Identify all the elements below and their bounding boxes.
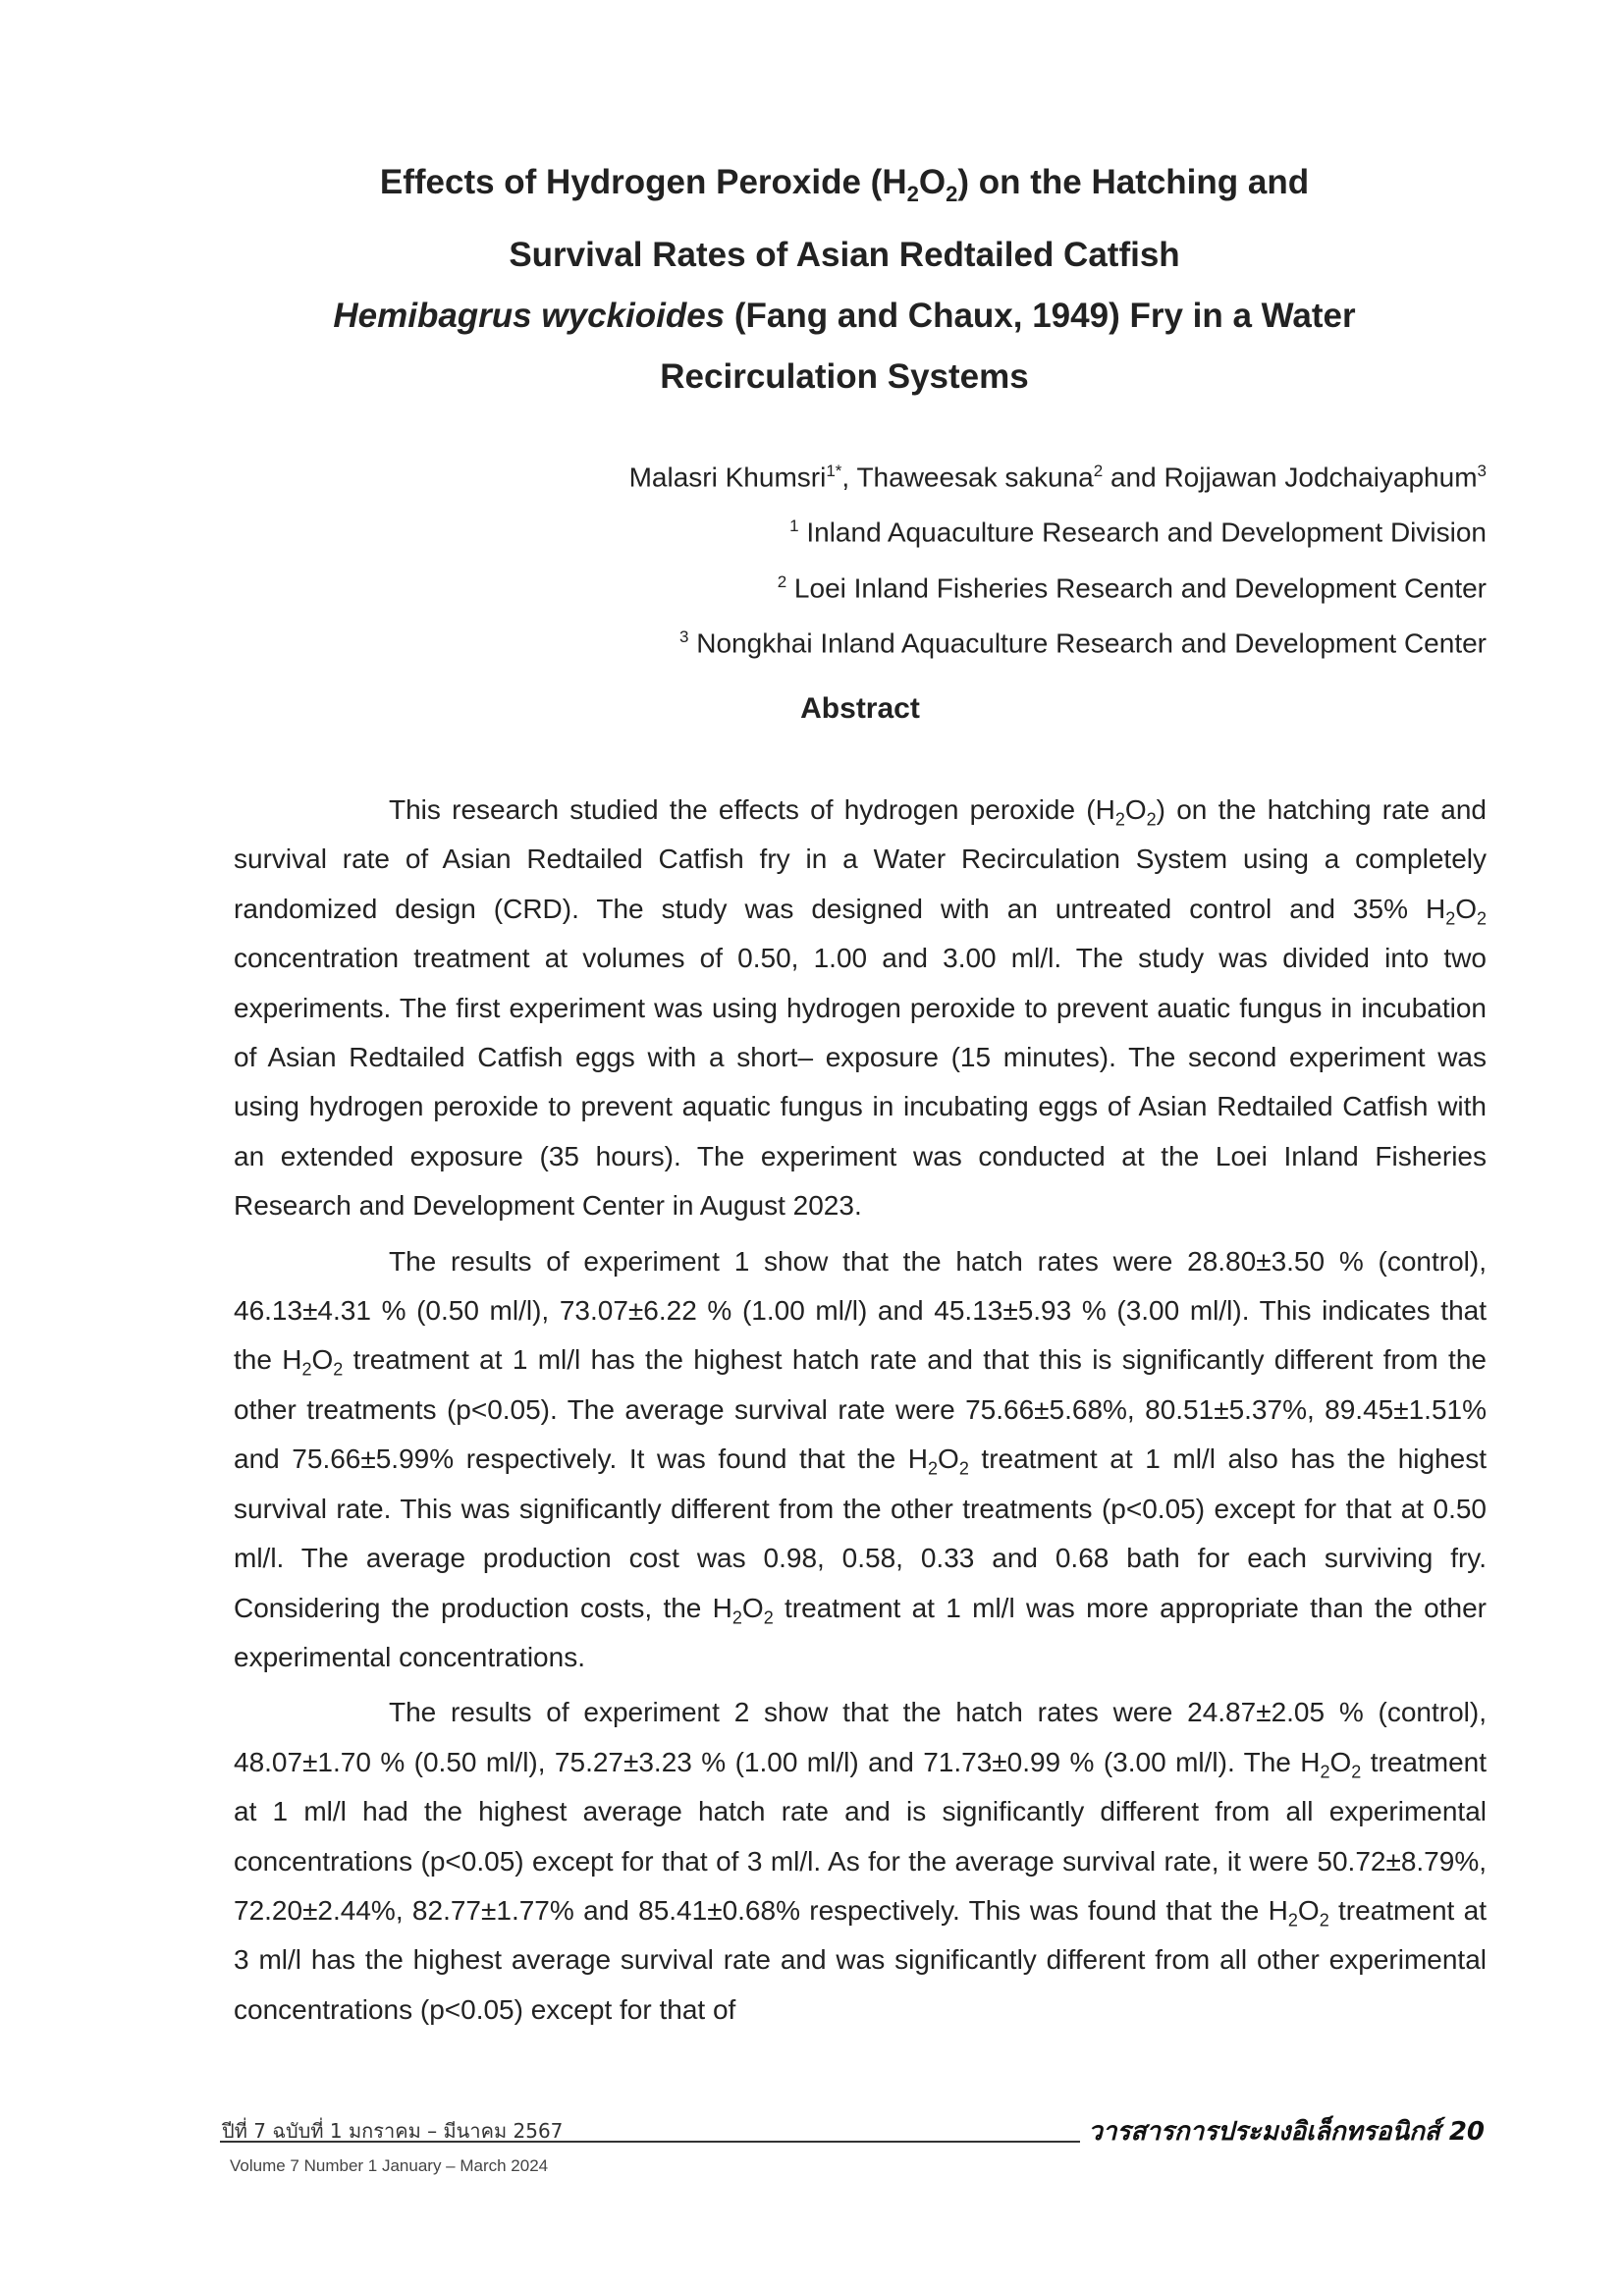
affiliation-2: $^2$ Loei Inland Fisheries Research and Development Center [777, 572, 1487, 603]
footer-english-issue: Volume 7 Number 1 January – March 2024 [230, 2156, 549, 2175]
author-block [629, 447, 1487, 668]
title-line-4: Recirculation Systems [660, 357, 1029, 396]
abstract-body [234, 786, 1487, 2035]
title-line-1: Effects of Hydrogen Peroxide $(H_2O_2)$ on the Hatching and [379, 163, 1310, 206]
abstract-paragraph-3: The results of experiment 2 show that the hatch rates were 24.87±2.05 % (control), 48.07±1.70 % (0.50 ml/l), 75.27±3.23 % (1.00 ml/l) and 71.73±0.99 % (3.00 ml/l). The $H_2O_2$ treatment at 1 ml/l had the highest average hatch rate and is significantly different from all experimental concentrations (p<0.05) except for that of 3 ml/l. As for the average survival rate, it were 50.72±8.79%, 72.20±2.44%, 82.77±1.77% and 85.41±0.68% respectively. This was found that the $H_2O_2$ treatment at 3 ml/l has the highest average survival rate and was significantly different from all other experimental concentrations (p<0.05) except for that of [234, 1697, 1487, 2025]
page-number: 20 [1448, 2117, 1485, 2147]
affiliation-1: $^1$ Inland Aquaculture Research and Development Division [789, 517, 1487, 548]
abstract-paragraph-1: This research studied the effects of hydrogen peroxide $(H_2O_2)$ on the hatching rate and survival rate of Asian Redtailed Catfish fry in a Water Recirculation System using a completely randomized design (CRD). The study was designed with an untreated control and 35% $H_2O_2$ concentration treatment at volumes of 0.50, 1.00 and 3.00 ml/l. The study was divided into two experiments. The first experiment was using hydrogen peroxide to prevent auatic fungus in incubation of Asian Redtailed Catfish eggs with a short– exposure (15 minutes). The second experiment was using hydrogen peroxide to prevent aquatic fungus in incubating eggs of Asian Redtailed Catfish with an extended exposure (35 hours). The experiment was conducted at the Loei Inland Fisheries Research and Development Center in August 2023. [234, 794, 1487, 1222]
footer-thai-issue: ปีที่ 7 ฉบับที่ 1 มกราคม – มีนาคม 2567 [222, 2119, 564, 2143]
affiliation-3: $^3$ Nongkhai Inland Aquaculture Research and Development Center [679, 626, 1487, 659]
abstract-paragraph-2: The results of experiment 1 show that the hatch rates were 28.80±3.50 % (control), 46.13±4.31 % (0.50 ml/l), 73.07±6.22 % (1.00 ml/l) and 45.13±5.93 % (3.00 ml/l). This indicates that the $H_2O_2$ treatment at 1 ml/l has the highest hatch rate and that this is significantly different from the other treatments (p<0.05). The average survival rate were 75.66±5.68%, 80.51±5.37%, 89.45±1.51% and 75.66±5.99% respectively. It was found that the $H_2O_2$ treatment at 1 ml/l also has the highest survival rate. This was significantly different from the other treatments (p<0.05) except for that at 0.50 ml/l. The average production cost was 0.98, 0.58, 0.33 and 0.68 bath for each surviving fry. Considering the production costs, the $H_2O_2$ treatment at 1 ml/l was more appropriate than the other experimental concentrations. [234, 1245, 1487, 1672]
paper-title [236, 152, 1453, 408]
species-name: Hemibagrus wyckioides [333, 297, 726, 335]
title-line-2: Survival Rates of Asian Redtailed Catfish [509, 236, 1180, 274]
footer-journal [1088, 2111, 1485, 2151]
footer-rule [220, 2141, 1080, 2143]
title-line-3: Hemibagrus wyckioides (Fang and Chaux, 1949) Fry in a Water [333, 297, 1356, 335]
abstract-heading: Abstract [800, 692, 920, 725]
author-names: Malasri Khumsri$^{1*}$, Thaweesak sakuna$^2$ and Rojjawan Jodchaiyaphum$^3$ [628, 462, 1487, 493]
journal-name: วารสารการประมงอิเล็กทรอนิกส์ [1088, 2117, 1440, 2147]
